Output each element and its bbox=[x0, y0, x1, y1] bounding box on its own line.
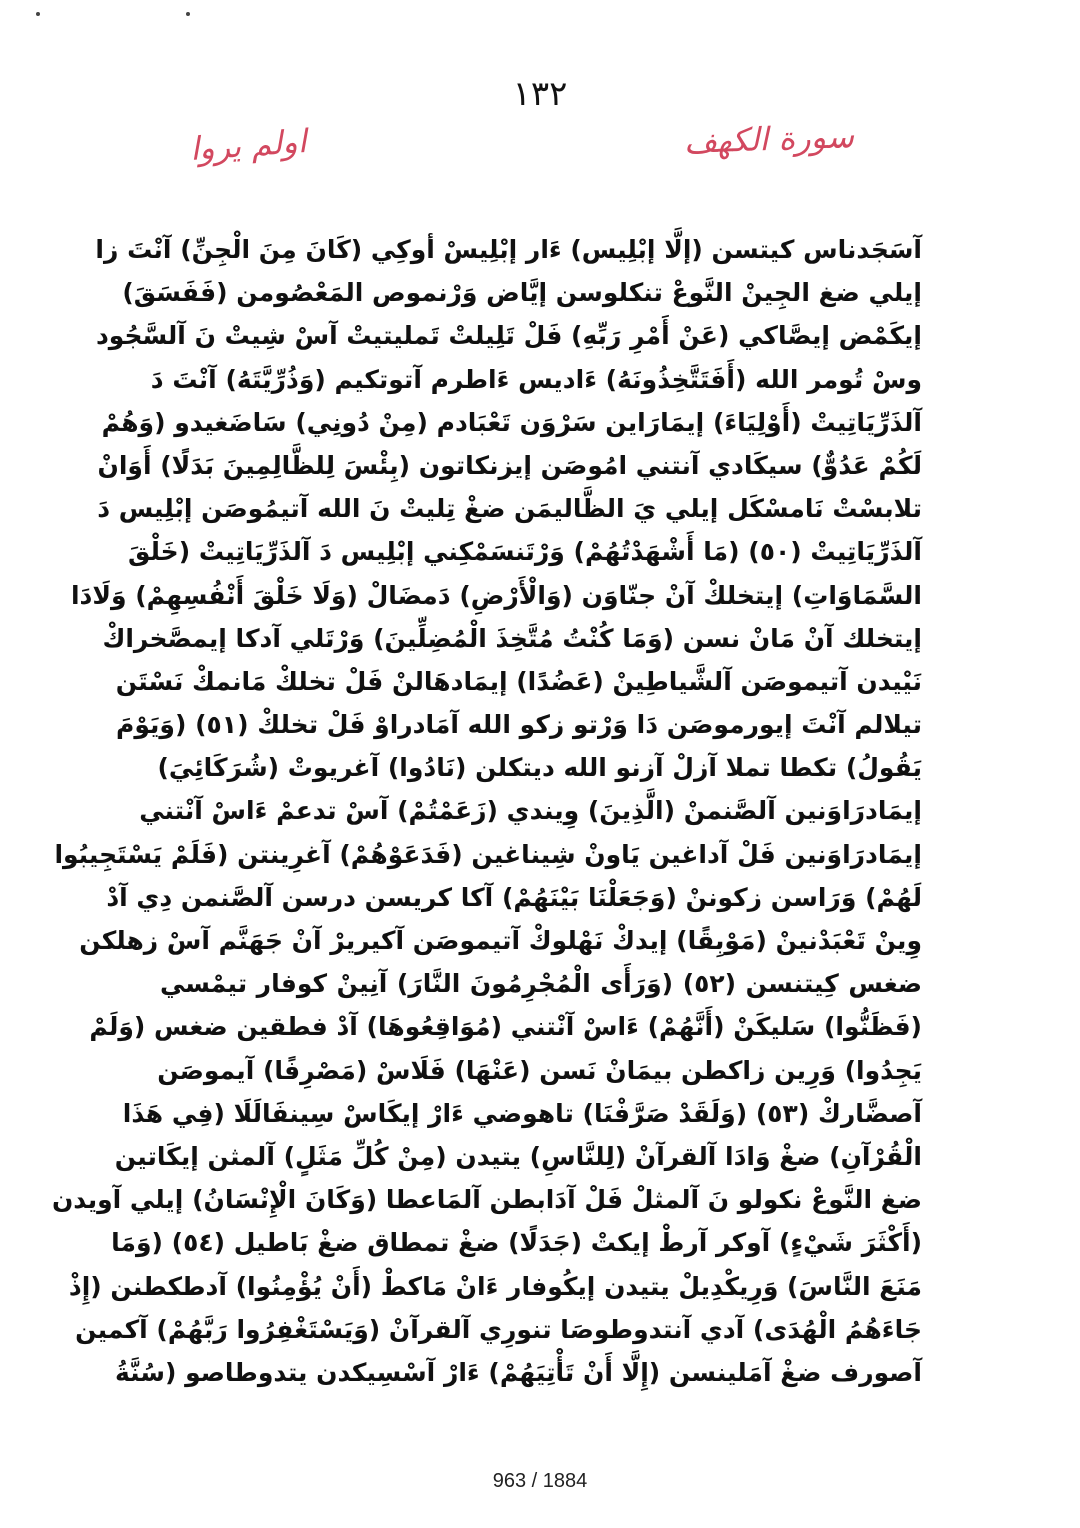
text-line: إيتخلك آنْ مَانْ نسن (وَمَا كُنْتُ مُتَّخِذَ الْمُضِلِّينَ) وَرْتَلي آدكا إيمصَّخراكْ bbox=[102, 623, 922, 653]
text-line: جَاءَهُمُ الْهُدَى) آدي آنتدوطوصَا تنورِي آلقرآنْ (وَيَسْتَغْفِرُوا رَبَّهُمْ) آكمين bbox=[75, 1314, 922, 1344]
pdf-page-counter: 963 / 1884 bbox=[492, 1470, 588, 1492]
text-line: (أَكْثَرَ شَيْءٍ) آوكر آرطْ إيكتْ (جَدَلًا) ضغْ تمطاق ضغْ بَاطيل (٥٤) (وَمَا bbox=[111, 1228, 922, 1258]
page-number: ١٣٢ bbox=[512, 74, 568, 114]
text-line: آصضَّاركْ (٥٣) (وَلَقَدْ صَرَّفْنَا) تاهوضي ءَارْ إيكَاسْ سِينفَالَلَا (فِي هَذَا bbox=[122, 1098, 922, 1128]
text-line: تلابسْتْ نَامسْكَل إيلي يَ الظَّاليمَن ضغْ تِليتْ نَ الله آتيمُوصَن إبْلِيس دَ bbox=[97, 494, 922, 524]
text-line: ضغ النَّوعْ نكولو نَ آلمثلْ فَلْ آدَابطن آلمَاعطا (وَكَانَ الْإِنْسَانُ) إيلي آويدن bbox=[51, 1185, 922, 1215]
scan-speck bbox=[36, 12, 40, 16]
text-line: (فَظَنُّوا) سَليكَنْ (أَنَّهُمْ) ءَاسْ آنْتني (مُوَاقِعُوهَا) آدْ فطقين ضغس (وَلَمْ bbox=[89, 1012, 922, 1042]
text-line: مَنَعَ النَّاسَ) وَرِيكْدِيلْ يتيدن إيكُوفار ءَانْ مَاكطْ (أَنْ يُؤْمِنُوا) آدطكطنن (إِذْ bbox=[68, 1271, 922, 1301]
text-line: آسَجَدناس كيتسن (إلَّا إبْلِيس) ءَار إبْلِيسْ أوكِي (كَانَ مِنَ الْجِنِّ) آنْتَ زا bbox=[95, 235, 922, 264]
text-line: آلذَرِّيَاتِيتْ (٥٠) (مَا أَشْهَدْتُهُمْ) وَرْتَنسَمْكِني إبْلِيس دَ آلذَرِّيَاتِيتْ (خَلْقَ bbox=[127, 537, 922, 567]
text-line: يَجِدُوا) وَرِين زاكطن بيمَانْ نَسن (عَنْهَا) فَلَاسْ (مَصْرِفًا) آيموصَن bbox=[157, 1055, 922, 1085]
text-line: لَهُمْ) وَرَاسن زكوننْ (وَجَعَلْنَا بَيْنَهُمْ) آكا كريسن درسن آلصَّنمن دِي آدْ bbox=[106, 882, 922, 912]
scan-speck bbox=[186, 12, 190, 16]
text-line: تيلالم آنْتَ إيورموصَن دَا وَرْتو زكو الله آمَادراوْ فَلْ تخلكْ (٥١) (وَيَوْمَ bbox=[116, 710, 922, 740]
handwritten-note-left: اولم يروا bbox=[188, 121, 308, 169]
tafsir-text-block bbox=[51, 228, 922, 1394]
text-line: إيلي ضغ الجِينْ النَّوعْ تنكلوسن إيَّاض وَرْنموص المَعْصُومن (فَفَسَقَ) bbox=[122, 278, 922, 308]
text-line: إيمَادرَاوَنين فَلْ آداغين يَاونْ شِيناغين (فَدَعَوْهُمْ) آغرِينتن (فَلَمْ يَسْتَجِيبُوا bbox=[54, 839, 922, 869]
text-line: لَكُمْ عَدُوٌّ) سيكَادي آنتني امُوصَن إيزنكاتون (بِئْسَ لِلظَّالِمِينَ بَدَلًا) أَوَانْ bbox=[97, 450, 922, 480]
text-line: آصورف ضغْ آمَلينسن (إِلَّا أَنْ تَأْتِيَهُمْ) ءَارْ آسْسِيكدن يتدوطاصو (سُنَّةُ bbox=[115, 1357, 922, 1387]
text-line: وِينْ تَعْبَدْنينْ (مَوْبِقًا) إيدكْ نَهْلوكْ آتيموصَن آكيريرْ آنْ جَهَنَّم آسْ زهلكن bbox=[79, 926, 922, 955]
text-line: إيمَادرَاوَنين آلصَّنمنْ (الَّذِينَ) وِيندي (زَعَمْتُمْ) آسْ تدعمْ ءَاسْ آنْتني bbox=[139, 796, 922, 826]
text-line: آلذَرِّيَاتِيتْ (أَوْلِيَاءَ) إيمَارَاين سَرْوَن تَعْبَادم (مِنْ دُونِي) سَاضَغيدو (وَهُمْ bbox=[101, 407, 922, 437]
text-line: الْقُرْآنِ) ضغْ وَادَا آلقرآنْ (لِلنَّاسِ) يتيدن (مِنْ كُلِّ مَثَلٍ) آلمثن إيكَاتين bbox=[114, 1141, 922, 1171]
text-line: إيكَمْض إيصَّاكي (عَنْ أَمْرِ رَبِّهِ) فَلْ تَلِيلتْ تَمليتيتْ آسْ شِيتْ نَ آلسَّجُود bbox=[95, 321, 922, 351]
text-line: ضغس كِيتنسن (٥٢) (وَرَأَى الْمُجْرِمُونَ النَّارَ) آنِينْ كوفار تيمْسي bbox=[160, 969, 922, 999]
text-line: نَيْيدن آتيموصَن آلشَّياطِينْ (عَضُدًا) إيمَادهَالنْ فَلْ تخلكْ مَانمكْ نَسْتَن bbox=[115, 666, 922, 696]
handwritten-note-surah: سورة الكهف bbox=[683, 117, 855, 161]
text-line: وسْ تُومر الله (أَفَتَتَّخِذُونَهُ) ءَاديس ءَاطرم آتوتكيم (وَذُرِّيَّتَهُ) آنْتَ دَ bbox=[150, 364, 922, 394]
text-line: السَّمَاوَاتِ) إيتخلكْ آنْ جنّاوَن (وَالْأَرْضِ) دَمضَالْ (وَلَا خَلْقَ أَنْفُسِهِمْ) وَلَادَا bbox=[70, 580, 922, 610]
text-line: يَقُولُ) تكطا تملا آزلْ آزنو الله ديتكلن (نَادُوا) آغريوتْ (شُرَكَائِيَ) bbox=[157, 753, 922, 783]
